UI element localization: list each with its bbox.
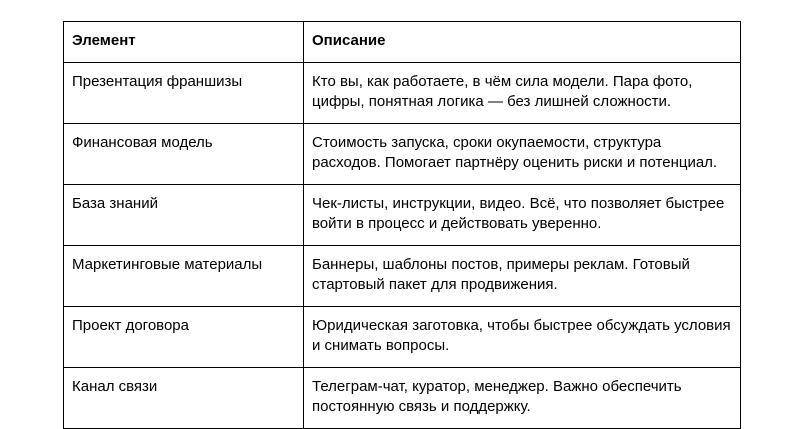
element-cell: База знаний [64, 185, 304, 246]
description-cell: Телеграм-чат, куратор, менеджер. Важно обеспечить постоянную связь и поддержку. [304, 368, 741, 429]
description-cell: Юридическая заготовка, чтобы быстрее обсуждать условия и снимать вопросы. [304, 307, 741, 368]
element-cell: Проект договора [64, 307, 304, 368]
description-cell: Кто вы, как работаете, в чём сила модели. Пара фото, цифры, понятная логика — без лишней сложности. [304, 63, 741, 124]
element-cell: Презентация франшизы [64, 63, 304, 124]
table-row [64, 368, 741, 429]
column-header-description: Описание [304, 22, 741, 63]
table-row [64, 124, 741, 185]
column-header-element: Элемент [64, 22, 304, 63]
table-row [64, 185, 741, 246]
table-header-row [64, 22, 741, 63]
franchise-elements-table-container [63, 21, 740, 429]
description-cell: Чек-листы, инструкции, видео. Всё, что позволяет быстрее войти в процесс и действовать уверенно. [304, 185, 741, 246]
table-row [64, 63, 741, 124]
element-cell: Финансовая модель [64, 124, 304, 185]
description-cell: Баннеры, шаблоны постов, примеры реклам. Готовый стартовый пакет для продвижения. [304, 246, 741, 307]
table-row [64, 307, 741, 368]
table-row [64, 246, 741, 307]
element-cell: Маркетинговые материалы [64, 246, 304, 307]
franchise-elements-table [63, 21, 741, 429]
description-cell: Стоимость запуска, сроки окупаемости, структура расходов. Помогает партнёру оценить риски и потенциал. [304, 124, 741, 185]
element-cell: Канал связи [64, 368, 304, 429]
